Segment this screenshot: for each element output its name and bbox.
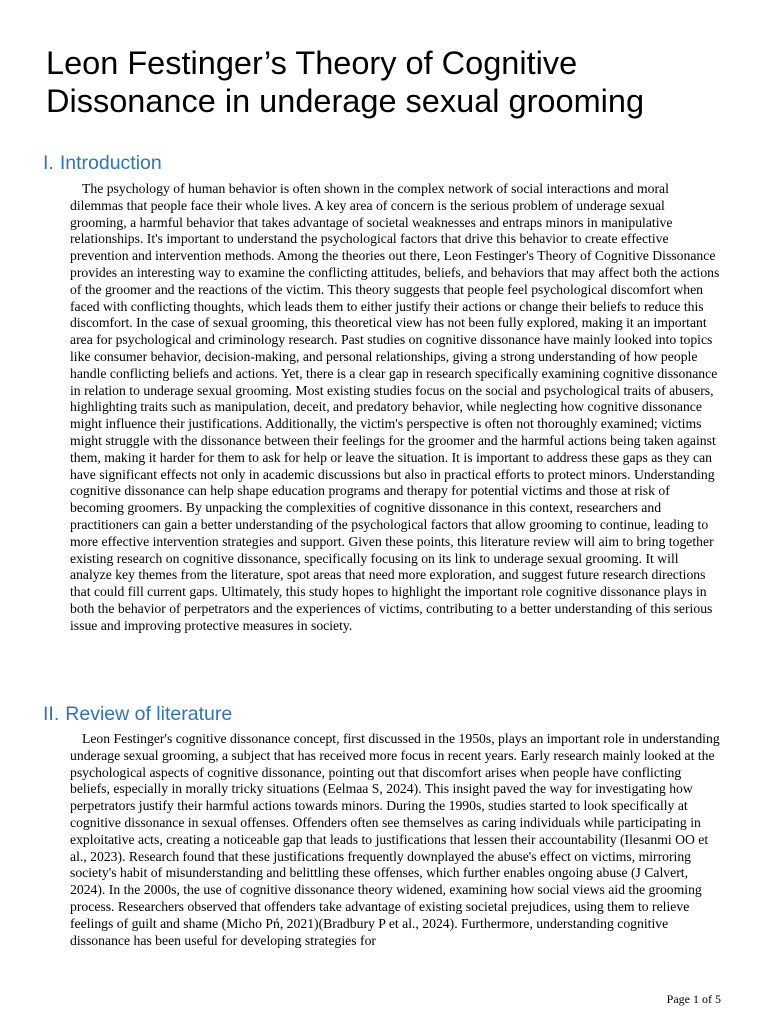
section-title: Introduction: [59, 152, 162, 174]
section-number: II.: [43, 703, 60, 725]
section-heading-introduction: [43, 151, 162, 175]
section-number: I.: [43, 152, 54, 174]
introduction-paragraph: The psychology of human behavior is often shown in the complex network of social interactions and moral dilemmas that people face their whole lives. A key area of concern is the serious problem of underage sexual grooming, a harmful behavior that takes advantage of societal weaknesses and entraps minors in manipulative relationships. It's important to understand the psychological factors that drive this behavior to create effective prevention and intervention methods. Among the theories out there, Leon Festinger's Theory of Cognitive Dissonance provides an interesting way to examine the conflicting attitudes, beliefs, and behaviors that may affect both the actions of the groomer and the reactions of the victim. This theory suggests that people feel psychological discomfort when faced with conflicting thoughts, which leads them to either justify their actions or change their beliefs to reduce this discomfort. In the case of sexual grooming, this theoretical view has not been fully explored, making it an important area for psychological and criminology research. Past studies on cognitive dissonance have mainly looked into topics like consumer behavior, decision-making, and personal relationships, giving a strong understanding of how people handle conflicting beliefs and actions. Yet, there is a clear gap in research specifically examining cognitive dissonance in relation to underage sexual grooming. Most existing studies focus on the social and psychological traits of abusers, highlighting traits such as manipulation, deceit, and predatory behavior, while neglecting how cognitive dissonance might influence their justifications. Additionally, the victim's perspective is often not thoroughly examined; victims might struggle with the dissonance between their feelings for the groomer and the harmful actions being taken against them, making it harder for them to ask for help or leave the situation. It is important to address these gaps as they can have significant effects not only in academic discussions but also in practical efforts to protect minors. Understanding cognitive dissonance can help shape education programs and therapy for potential victims and those at risk of becoming groomers. By unpacking the complexities of cognitive dissonance in this context, researchers and practitioners can gain a better understanding of the psychological factors that allow grooming to continue, leading to more effective intervention strategies and support. Given these points, this literature review will aim to bring together existing research on cognitive dissonance, specifically focusing on its link to underage sexual grooming. It will analyze key themes from the literature, spot areas that need more exploration, and suggest future research directions that could fill current gaps. Ultimately, this study hopes to highlight the important role cognitive dissonance plays in both the behavior of perpetrators and the experiences of victims, contributing to a better understanding of this serious issue and improving protective measures in society.: [70, 181, 720, 633]
section-heading-review-of-literature: [43, 702, 232, 726]
review-of-literature-paragraph: Leon Festinger's cognitive dissonance concept, first discussed in the 1950s, plays an important role in understanding underage sexual grooming, a subject that has received more focus in recent years. Early research mainly looked at the psychological aspects of cognitive dissonance, pointing out that discomfort arises when people have conflicting beliefs, especially in morally tricky situations (Eelmaa S, 2024). This insight paved the way for investigating how perpetrators justify their harmful actions towards minors. During the 1990s, studies started to look specifically at cognitive dissonance in sexual offenses. Offenders often see themselves as caring individuals while participating in exploitative acts, creating a noticeable gap that leads to justifications that lessen their accountability (Ilesanmi OO et al., 2023). Research found that these justifications frequently downplayed the abuse's effect on victims, mirroring society's habit of misunderstanding and belittling these offenses, which further enables ongoing abuse (J Calvert, 2024). In the 2000s, the use of cognitive dissonance theory widened, examining how social views aid the grooming process. Researchers observed that offenders take advantage of existing societal prejudices, using them to relieve feelings of guilt and shame (Micho Pń, 2021)(Bradbury P et al., 2024). Furthermore, understanding cognitive dissonance has been useful for developing strategies for: [70, 731, 720, 948]
page-number-footer: Page 1 of 5: [666, 992, 721, 1006]
document-title: Leon Festinger’s Theory of Cognitive Dissonance in underage sexual grooming: [46, 45, 645, 119]
section-title: Review of literature: [65, 703, 233, 725]
